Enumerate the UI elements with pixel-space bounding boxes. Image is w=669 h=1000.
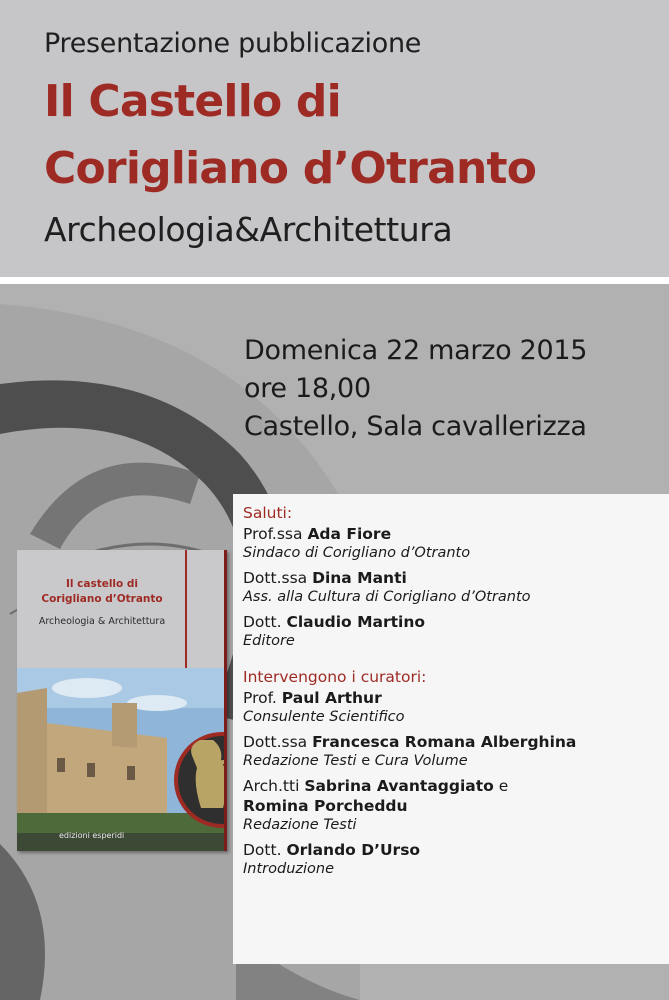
speaker-line: Dott. Orlando D’Urso xyxy=(243,841,421,859)
curatori-heading: Intervengono i curatori: xyxy=(243,668,427,686)
event-time: ore 18,00 xyxy=(244,373,371,404)
speaker-line: Arch.tti Sabrina Avantaggiato e xyxy=(243,777,509,795)
book-title-line-2: Corigliano d’Otranto xyxy=(41,593,163,605)
book-publisher: edizioni esperidi xyxy=(59,831,125,840)
title-line-2: Corigliano d’Otranto xyxy=(44,143,537,194)
event-date: Domenica 22 marzo 2015 xyxy=(244,335,588,366)
book-subtitle: Archeologia & Architettura xyxy=(38,616,166,627)
speaker-role: Ass. alla Cultura di Corigliano d’Otranto xyxy=(243,589,531,605)
event-place: Castello, Sala cavallerizza xyxy=(244,411,587,442)
castle-photo xyxy=(17,668,224,851)
speaker-role: Redazione Testi xyxy=(243,817,357,833)
title-line-1: Il Castello di xyxy=(44,76,341,127)
saluti-heading: Saluti: xyxy=(243,504,293,522)
speaker-name: Paul Arthur xyxy=(281,689,382,707)
book-title-line-1: Il castello di xyxy=(65,578,139,590)
speaker-line xyxy=(243,796,667,816)
speaker-role: Redazione Testi e Cura Volume xyxy=(243,753,468,769)
header-banner xyxy=(0,0,669,277)
speaker-name: Orlando D’Urso xyxy=(286,841,421,859)
supertitle: Presentazione pubblicazione xyxy=(44,28,422,59)
subtitle: Archeologia&Architettura xyxy=(44,210,453,249)
speakers-panel xyxy=(233,494,669,964)
speaker-role: Sindaco di Corigliano d’Otranto xyxy=(243,545,471,561)
speaker-name: Sabrina Avantaggiato xyxy=(304,777,494,795)
speaker-line: Dott.ssa Francesca Romana Alberghina xyxy=(243,733,577,751)
speaker-name: Ada Fiore xyxy=(307,525,392,543)
speaker-name: Francesca Romana Alberghina xyxy=(312,733,577,751)
speaker-role: Consulente Scientifico xyxy=(243,709,405,725)
speaker-line: Dott.ssa Dina Manti xyxy=(243,569,407,587)
speaker-role: Introduzione xyxy=(243,861,335,877)
speaker-line: Dott. Claudio Martino xyxy=(243,613,426,631)
lower-section xyxy=(0,284,669,1000)
book-cover xyxy=(17,550,227,851)
speaker-name: Dina Manti xyxy=(312,569,407,587)
speaker-name: Claudio Martino xyxy=(286,613,426,631)
speaker-line: Prof.ssa Ada Fiore xyxy=(243,525,392,543)
speaker-line: Prof. Paul Arthur xyxy=(243,689,382,707)
speaker-role: Editore xyxy=(243,633,295,649)
event-info xyxy=(244,332,587,446)
speaker-name: Romina Porcheddu xyxy=(243,797,408,815)
